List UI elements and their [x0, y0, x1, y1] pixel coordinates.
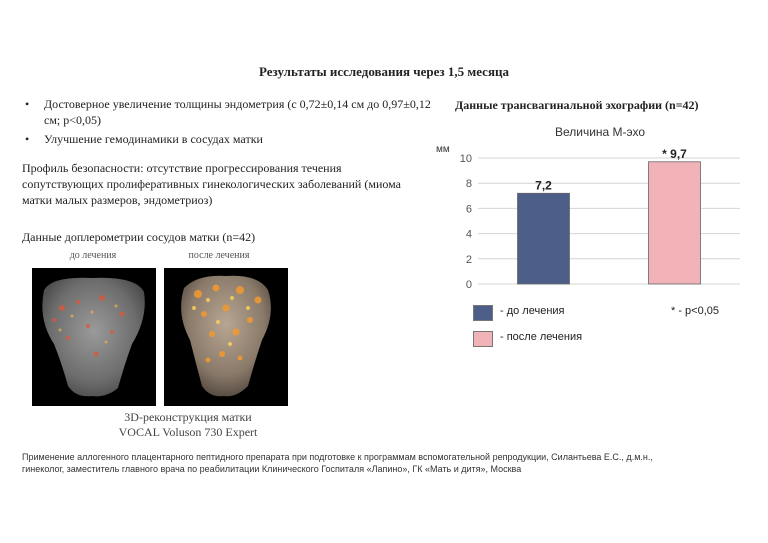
safety-profile: Профиль безопасности: отсутствие прогрессирования течения сопутствующих пролиферативных гинекологических заболеваний (миома матки малых размеров, эндометриоз): [22, 161, 401, 207]
bullet-icon: •: [25, 97, 30, 111]
legend-swatch-after: [473, 331, 493, 347]
finding-item: [22, 131, 432, 147]
findings-list: [22, 96, 432, 150]
doppler-title: Данные доплерометрии сосудов матки (n=42): [22, 230, 256, 244]
m-echo-chart: [430, 118, 760, 293]
finding-text: Достоверное увеличение толщины эндометрия (с 0,72±0,14 см до 0,97±0,12 см; p<0,05): [44, 97, 431, 127]
after-treatment-label: после лечения: [188, 250, 250, 261]
uterus-scan-before-image: [32, 268, 156, 406]
bar-data-label: * 9,7: [662, 146, 687, 161]
y-tick-label: 2: [465, 253, 472, 266]
bar-data-label: 7,2: [535, 178, 552, 193]
doppler-image-before: [32, 268, 156, 406]
bullet-icon: •: [25, 132, 30, 146]
y-tick-label: 6: [465, 203, 472, 216]
legend-swatch-before: [473, 305, 493, 321]
chart-title: Величина М-эхо: [554, 125, 646, 139]
slide-title: Результаты исследования через 1,5 месяца: [259, 64, 509, 79]
y-tick-label: 4: [465, 228, 472, 241]
doppler-image-after: [164, 268, 288, 406]
y-tick-label: 0: [465, 279, 472, 291]
bar-before-treatment: [518, 193, 570, 284]
bar-after-treatment: [649, 162, 701, 284]
image-caption: [68, 410, 308, 440]
legend-before-label: - до лечения: [500, 305, 565, 317]
legend-after-label: - после лечения: [500, 331, 583, 343]
caption-line-2: VOCAL Voluson 730 Expert: [118, 425, 258, 439]
footer-citation: Применение аллогенного плацентарного пептидного препарата при подготовке к программам вспомогательной репродукции, Силантьева Е.С., д.м.н., гинеколог, заместитель главного врача по реабилитации Клинического Госпиталя «Лапино», ГК «Мать и дитя», Москва: [22, 452, 653, 474]
finding-text: Улучшение гемодинамики в сосудах матки: [44, 132, 263, 146]
y-tick-label: 8: [465, 178, 472, 191]
caption-line-1: 3D-реконструкция матки: [124, 410, 252, 424]
chart-y-ticks: [460, 153, 472, 291]
finding-item: [22, 96, 432, 128]
uterus-scan-after-image: [164, 268, 288, 406]
chart-y-axis-label: мм: [436, 144, 450, 155]
before-treatment-label: до лечения: [69, 250, 117, 261]
echo-title: Данные трансвагинальной эхографии (n=42): [455, 98, 699, 112]
significance-note: * - p<0,05: [671, 305, 720, 317]
y-tick-label: 10: [459, 153, 472, 165]
